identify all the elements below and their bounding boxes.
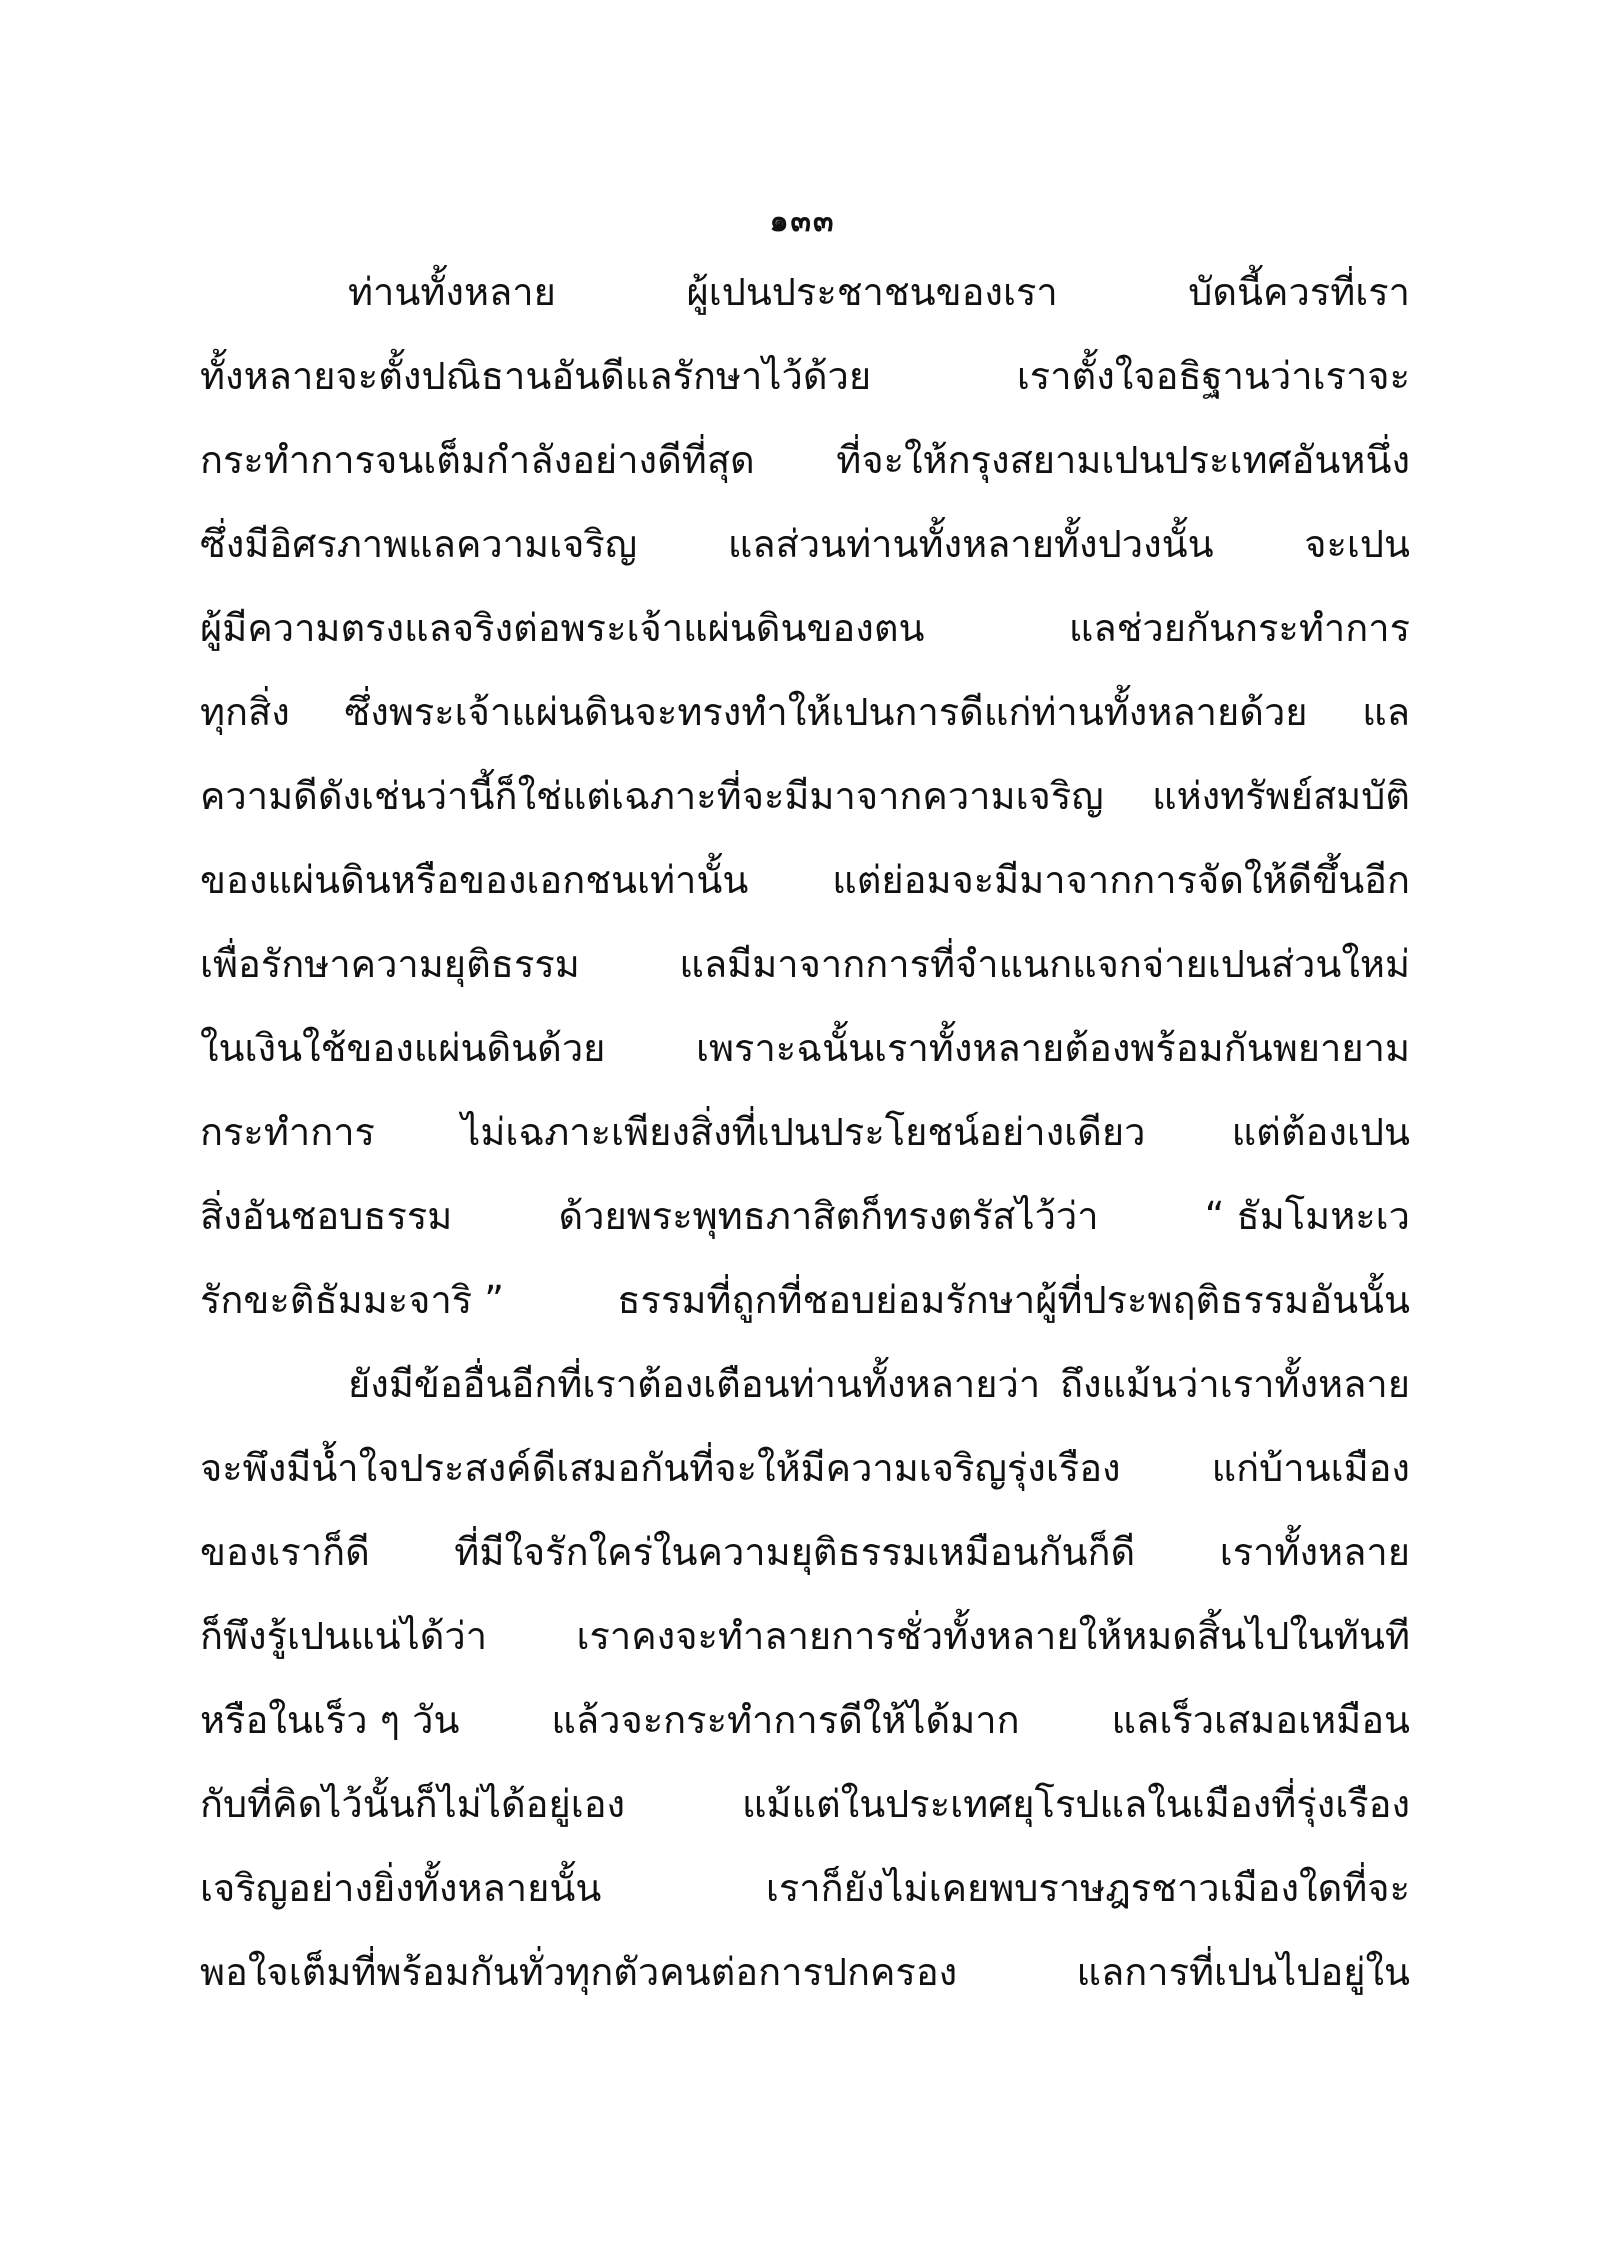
text-line xyxy=(200,418,1410,502)
text-line xyxy=(200,502,1410,586)
text-line xyxy=(200,1426,1410,1510)
text-segment: สิ่งอันชอบธรรม xyxy=(200,1194,453,1238)
text-segment: กระทำการ xyxy=(200,1110,375,1154)
text-line xyxy=(200,250,1410,334)
text-segment: เราคงจะทำลายการชั่วทั้งหลายให้หมดสิ้นไปในทันที xyxy=(576,1614,1410,1658)
text-line xyxy=(200,1006,1410,1090)
text-line xyxy=(200,1678,1410,1762)
text-segment: แต่ย่อมจะมีมาจากการจัดให้ดีขึ้นอีก xyxy=(832,858,1410,902)
text-line xyxy=(200,1258,1410,1342)
text-segment: ความดีดังเช่นว่านี้ก็ใช่แต่เฉภาะที่จะมีมาจากความเจริญ xyxy=(200,774,1104,818)
text-segment: ที่มีใจรักใคร่ในความยุติธรรมเหมือนกันก็ดี xyxy=(454,1530,1136,1574)
text-line xyxy=(200,1762,1410,1846)
text-segment: ก็พึงรู้เปนแน่ได้ว่า xyxy=(200,1614,488,1658)
text-segment: ในเงินใช้ของแผ่นดินด้วย xyxy=(200,1026,606,1070)
text-segment: ท่านทั้งหลาย xyxy=(348,270,556,314)
text-segment: แห่งทรัพย์สมบัติ xyxy=(1152,774,1410,818)
text-line xyxy=(200,1594,1410,1678)
text-segment: ที่จะให้กรุงสยามเปนประเทศอันหนึ่ง xyxy=(836,438,1410,482)
text-segment: กับที่คิดไว้นั้นก็ไม่ได้อยู่เอง xyxy=(200,1782,626,1826)
text-segment: หรือในเร็ว ๆ วัน xyxy=(200,1698,460,1742)
text-segment: ด้วยพระพุทธภาสิตก็ทรงตรัสไว้ว่า xyxy=(558,1194,1099,1238)
text-segment: เพื่อรักษาความยุติธรรม xyxy=(200,942,580,986)
text-segment: ของเราก็ดี xyxy=(200,1530,370,1574)
text-segment: บัดนี้ควรที่เรา xyxy=(1188,270,1410,314)
text-segment: ผู้เปนประชาชนของเรา xyxy=(686,270,1058,314)
text-segment: ไม่เฉภาะเพียงสิ่งที่เปนประโยชน์อย่างเดียว xyxy=(461,1110,1146,1154)
text-segment: รักขะติธัมมะจาริ ” xyxy=(200,1278,504,1322)
text-line xyxy=(200,838,1410,922)
text-segment: แลการที่เปนไปอยู่ใน xyxy=(1076,1950,1410,1994)
text-segment: แลเร็วเสมอเหมือน xyxy=(1111,1698,1410,1742)
text-segment: แล xyxy=(1362,690,1410,734)
text-segment: ทั้งหลายจะตั้งปณิธานอันดีแลรักษาไว้ด้วย xyxy=(200,354,872,398)
text-segment: จะพึงมีน้ำใจประสงค์ดีเสมอกันที่จะให้มีความเจริญรุ่งเรือง xyxy=(200,1446,1121,1490)
text-line xyxy=(200,1090,1410,1174)
text-line xyxy=(200,754,1410,838)
text-segment: ซึ่งพระเจ้าแผ่นดินจะทรงทำให้เปนการดีแก่ท่านทั้งหลายด้วย xyxy=(344,690,1308,734)
text-segment: เพราะฉนั้นเราทั้งหลายต้องพร้อมกันพยายาม xyxy=(696,1026,1410,1070)
text-line xyxy=(200,922,1410,1006)
text-segment: แลมีมาจากการที่จำแนกแจกจ่ายเปนส่วนใหม่ xyxy=(679,942,1410,986)
text-segment: แล้วจะกระทำการดีให้ได้มาก xyxy=(551,1698,1020,1742)
text-line xyxy=(200,1930,1410,2014)
body-text xyxy=(200,250,1410,2014)
text-segment: ของแผ่นดินหรือของเอกชนเท่านั้น xyxy=(200,858,749,902)
text-segment: พอใจเต็มที่พร้อมกันทั่วทุกตัวคนต่อการปกครอง xyxy=(200,1950,958,1994)
text-segment: ยังมีข้ออื่นอีกที่เราต้องเตือนท่านทั้งหลายว่า xyxy=(348,1362,1041,1406)
text-segment: ผู้มีความตรงแลจริงต่อพระเจ้าแผ่นดินของตน xyxy=(200,606,925,650)
text-segment: เราก็ยังไม่เคยพบราษฎรชาวเมืองใดที่จะ xyxy=(765,1866,1410,1910)
text-segment: เราทั้งหลาย xyxy=(1219,1530,1410,1574)
text-segment: แต่ต้องเปน xyxy=(1231,1110,1410,1154)
text-line xyxy=(200,334,1410,418)
text-line xyxy=(200,586,1410,670)
text-segment: แม้แต่ในประเทศยุโรปแลในเมืองที่รุ่งเรือง xyxy=(741,1782,1410,1826)
text-line xyxy=(200,1342,1410,1426)
text-segment: แก่บ้านเมือง xyxy=(1211,1446,1410,1490)
text-segment: “ ธัมโมหะเว xyxy=(1204,1194,1410,1238)
text-segment: กระทำการจนเต็มกำลังอย่างดีที่สุด xyxy=(200,438,755,482)
text-segment: จะเปน xyxy=(1304,522,1410,566)
text-segment: แลส่วนท่านทั้งหลายทั้งปวงนั้น xyxy=(727,522,1214,566)
text-line xyxy=(200,1510,1410,1594)
text-line xyxy=(200,670,1410,754)
text-line xyxy=(200,1846,1410,1930)
text-segment: ธรรมที่ถูกที่ชอบย่อมรักษาผู้ที่ประพฤติธรรมอันนั้น xyxy=(617,1278,1410,1322)
text-segment: ถึงแม้นว่าเราทั้งหลาย xyxy=(1059,1362,1410,1406)
text-segment: เราตั้งใจอธิฐานว่าเราจะ xyxy=(1016,354,1410,398)
page-number: ๑๓๓ xyxy=(769,204,836,239)
text-segment: ทุกสิ่ง xyxy=(200,690,290,734)
text-segment: เจริญอย่างยิ่งทั้งหลายนั้น xyxy=(200,1866,602,1910)
text-segment: ซึ่งมีอิศรภาพแลความเจริญ xyxy=(200,522,638,566)
text-segment: แลช่วยกันกระทำการ xyxy=(1068,606,1410,650)
text-line xyxy=(200,1174,1410,1258)
